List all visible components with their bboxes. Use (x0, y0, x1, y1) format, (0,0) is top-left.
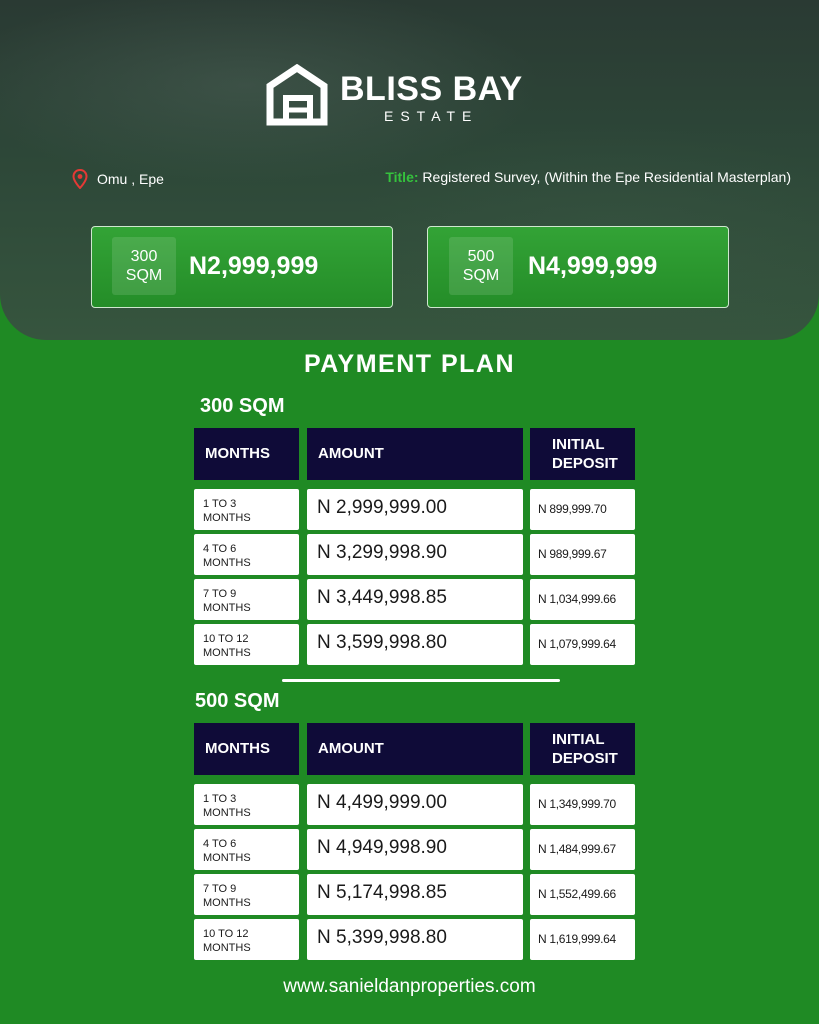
plot-price: N4,999,999 (528, 252, 658, 280)
header-amount: AMOUNT (307, 428, 523, 480)
plan-label-300: 300 SQM (200, 395, 285, 417)
table-row-deposit: N 1,619,999.64 (530, 919, 635, 960)
table-row-deposit: N 1,034,999.66 (530, 579, 635, 620)
header-months: MONTHS (194, 723, 299, 775)
brand-subtitle: ESTATE (384, 108, 479, 124)
website-link[interactable]: www.sanieldanproperties.com (283, 976, 536, 997)
plot-size-number: 500 (467, 248, 495, 265)
table-row-amount: N 5,399,998.80 (307, 919, 523, 960)
header-initial-deposit: INITIAL DEPOSIT (530, 723, 635, 775)
table-row-months: 4 TO 6 MONTHS (194, 829, 299, 870)
table-row-deposit: N 1,484,999.67 (530, 829, 635, 870)
table-row-months: 7 TO 9 MONTHS (194, 874, 299, 915)
title-text: Registered Survey, (Within the Epe Residential Masterplan) (422, 169, 791, 185)
divider (282, 679, 560, 682)
plot-size-unit: SQM (125, 267, 163, 284)
header-amount: AMOUNT (307, 723, 523, 775)
table-row-months: 1 TO 3 MONTHS (194, 784, 299, 825)
table-row-amount: N 5,174,998.85 (307, 874, 523, 915)
table-row-months: 10 TO 12 MONTHS (194, 919, 299, 960)
table-row-amount: N 3,299,998.90 (307, 534, 523, 575)
table-row-amount: N 4,499,999.00 (307, 784, 523, 825)
plot-size (112, 237, 176, 295)
price-card-300 (91, 226, 393, 308)
table-row-deposit: N 899,999.70 (530, 489, 635, 530)
table-row-months: 1 TO 3 MONTHS (194, 489, 299, 530)
table-row-deposit: N 1,349,999.70 (530, 784, 635, 825)
plot-size-unit: SQM (462, 267, 500, 284)
brand-logo (266, 64, 546, 128)
table-row-deposit: N 989,999.67 (530, 534, 635, 575)
title-label: Title: (385, 169, 419, 185)
table-row-months: 7 TO 9 MONTHS (194, 579, 299, 620)
house-logo-icon (266, 64, 328, 126)
title-info (385, 169, 791, 185)
plan-label-500: 500 SQM (195, 690, 280, 712)
price-card-500 (427, 226, 729, 308)
table-row-amount: N 4,949,998.90 (307, 829, 523, 870)
table-row-months: 10 TO 12 MONTHS (194, 624, 299, 665)
table-row-months: 4 TO 6 MONTHS (194, 534, 299, 575)
hero-banner (0, 0, 819, 340)
plot-size-number: 300 (130, 248, 158, 265)
plot-size (449, 237, 513, 295)
table-row-deposit: N 1,552,499.66 (530, 874, 635, 915)
plot-price: N2,999,999 (189, 252, 319, 280)
table-row-amount: N 2,999,999.00 (307, 489, 523, 530)
header-initial-deposit: INITIAL DEPOSIT (530, 428, 635, 480)
map-pin-icon (72, 169, 88, 189)
table-row-deposit: N 1,079,999.64 (530, 624, 635, 665)
brand-name: BLISS BAY (340, 70, 523, 108)
payment-plan-title: PAYMENT PLAN (303, 350, 516, 378)
table-row-amount: N 3,449,998.85 (307, 579, 523, 620)
location (72, 168, 164, 190)
header-months: MONTHS (194, 428, 299, 480)
location-text: Omu , Epe (97, 171, 164, 187)
table-row-amount: N 3,599,998.80 (307, 624, 523, 665)
